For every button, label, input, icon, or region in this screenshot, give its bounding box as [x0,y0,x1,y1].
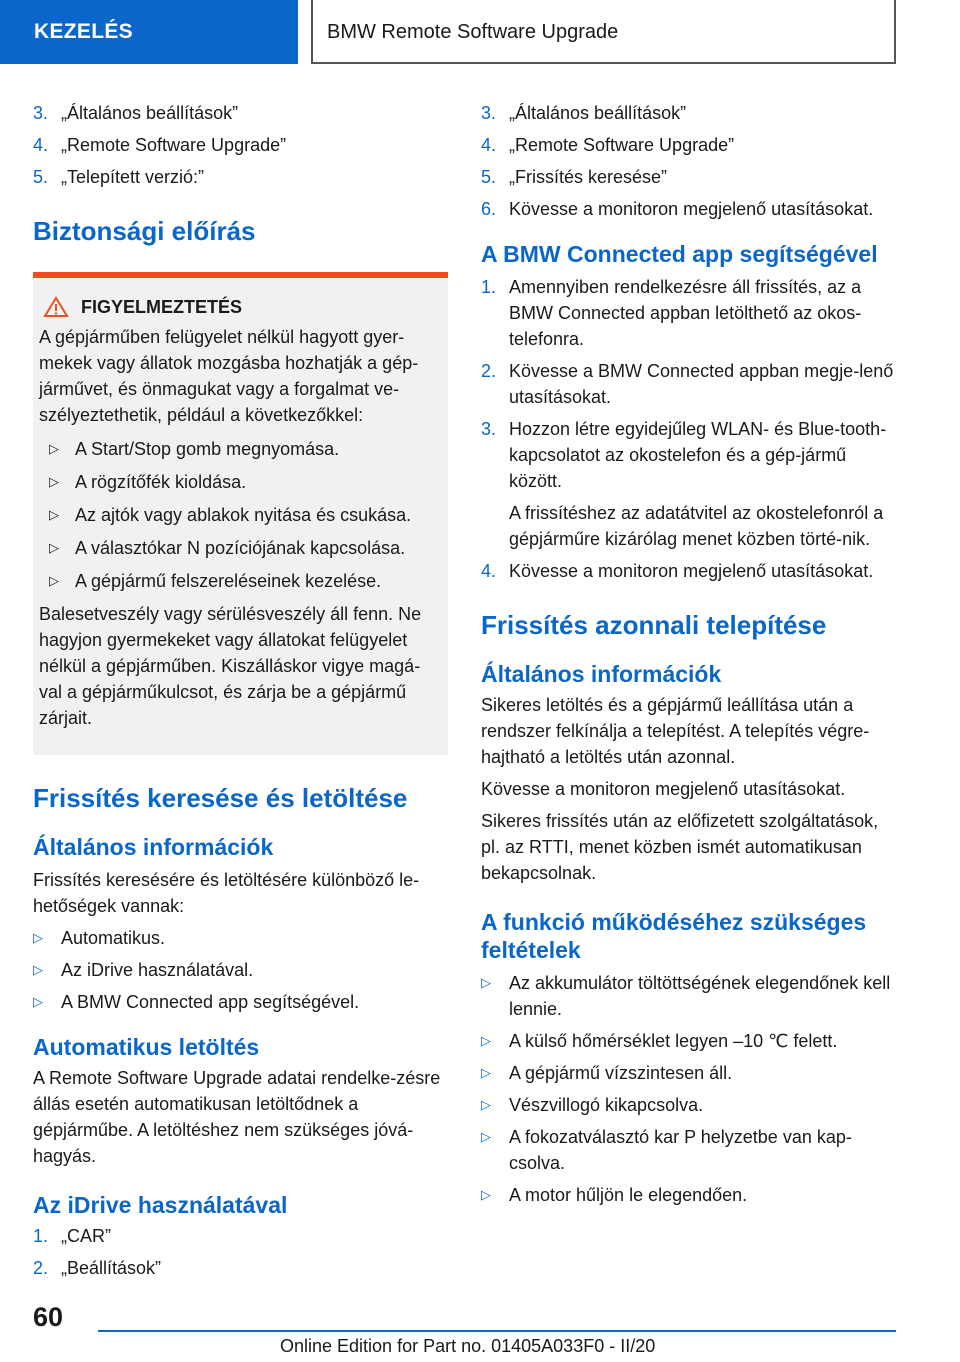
list-item: 4. „Remote Software Upgrade” [33,135,287,155]
right-column [481,100,896,1214]
list-item: 4. „Remote Software Upgrade” [481,135,735,155]
triangle-right-icon: ▷ [481,1097,491,1112]
list-item: ▷ Automatikus. [33,925,448,951]
subsection-heading: Az iDrive használatával [33,1192,288,1218]
triangle-right-icon: ▷ [481,1065,491,1080]
triangle-right-icon: ▷ [49,441,59,456]
triangle-right-icon: ▷ [49,507,59,522]
list-item: ▷ Az ajtók vagy ablakok nyitása és csukása. [39,502,442,528]
list-item: 5. „Telepített verzió:” [33,167,205,187]
paragraph: Frissítés keresésére és letöltésére különböző le-hetőségek vannak: [33,870,420,916]
warning-title: FIGYELMEZTETÉS [43,296,442,318]
footer-edition: Online Edition for Part no. 01405A033F0 - II/20 [280,1336,656,1356]
page-number: 60 [33,1302,64,1332]
list-item: ▷ A gépjármű felszereléseinek kezelése. [39,568,442,594]
triangle-right-icon: ▷ [33,962,43,977]
triangle-right-icon: ▷ [481,975,491,990]
list-item: ▷ Az iDrive használatával. [33,957,448,983]
list-item: ▷ A BMW Connected app segítségével. [33,989,448,1015]
list-item: ▷ Vészvillogó kikapcsolva. [481,1092,896,1118]
warning-triangle-icon [43,296,69,318]
list-item: 3. Hozzon létre egyidejűleg WLAN- és Blue-tooth-kapcsolatot az okostelefon és a gép-jármű között. [481,419,887,491]
triangle-right-icon: ▷ [33,994,43,1009]
list-item: 1. „CAR” [33,1226,111,1246]
subsection-heading: A funkció működéséhez szükséges feltételek [481,909,867,963]
paragraph: Sikeres frissítés után az előfizetett szolgáltatások, pl. az RTTI, menet közben ismét automatikusan bekapcsolnak. [481,811,879,883]
subsection-heading: Automatikus letöltés [33,1034,260,1060]
list-item: 3. „Általános beállítások” [33,103,239,123]
warning-outro: Balesetveszély vagy sérülésveszély áll fenn. Ne hagyjon gyermekeket vagy állatokat felügyelet nélkül a gépjárműben. Kiszálláskor vigye magá-val a gépjárműkulcsot, és zárja be a gépjármű zárjait. [39,604,422,728]
paragraph: Sikeres letöltés és a gépjármű leállítása után a rendszer felkínálja a telepítést. A telepítés végre-hajtható a letöltés után azonnal. [481,695,870,767]
section-tab: KEZELÉS [0,0,298,64]
list-item: ▷ A rögzítőfék kioldása. [39,469,442,495]
triangle-right-icon: ▷ [481,1187,491,1202]
list-item: ▷ A motor hűljön le elegendően. [481,1182,896,1208]
list-item: ▷ Az akkumulátor töltöttségének elegendőnek kell lennie. [481,970,896,1022]
list-item: 1. Amennyiben rendelkezésre áll frissítés, az a BMW Connected appban letölthető az okos-telefonra. [481,277,862,349]
subsection-heading: A BMW Connected app segítségével [481,241,878,267]
paragraph: A Remote Software Upgrade adatai rendelke-zésre állás esetén automatikusan letöltődnek a gépjárműbe. A letöltéshez nem szükséges jóvá-hagyás. [33,1068,441,1166]
footer-divider [98,1330,896,1332]
section-heading: Frissítés azonnali telepítése [481,610,827,640]
list-item: ▷ A gépjármű vízszintesen áll. [481,1060,896,1086]
subsection-heading: Általános információk [33,834,274,860]
list-item: ▷ A fokozatválasztó kar P helyzetbe van kap-csolva. [481,1124,896,1176]
warning-box [33,272,448,755]
list-item: 3. „Általános beállítások” [481,103,687,123]
section-heading: Frissítés keresése és letöltése [33,783,408,813]
triangle-right-icon: ▷ [49,540,59,555]
section-heading: Biztonsági előírás [33,216,256,246]
list-item: 4. Kövesse a monitoron megjelenő utasításokat. [481,561,874,581]
subsection-heading: Általános információk [481,661,722,687]
warning-intro: A gépjárműben felügyelet nélkül hagyott gyer-mekek vagy állatok mozgásba hozhatják a gép-járművet, és önmagukat vagy a forgalmat ve-szélyeztethetik, például a következőkkel: [39,327,419,425]
numbered-list [33,100,448,190]
list-item: ▷ A Start/Stop gomb megnyomása. [39,436,442,462]
triangle-right-icon: ▷ [49,573,59,588]
paragraph: Kövesse a monitoron megjelenő utasításokat. [481,779,846,799]
list-item: 5. „Frissítés keresése” [481,167,668,187]
list-item: 2. Kövesse a BMW Connected appban megje-lenő utasításokat. [481,361,894,407]
list-item: A frissítéshez az adatátvitel az okostelefonról a gépjárműre kizárólag menet közben törté-nik. [509,503,884,549]
triangle-right-icon: ▷ [481,1129,491,1144]
page-title: BMW Remote Software Upgrade [311,0,896,64]
list-item: 6. Kövesse a monitoron megjelenő utasításokat. [481,199,874,219]
list-item: ▷ A választókar N pozíciójának kapcsolása. [39,535,442,561]
triangle-right-icon: ▷ [49,474,59,489]
left-column [33,100,448,1287]
list-item: ▷ A külső hőmérséklet legyen –10 ℃ felett. [481,1028,896,1054]
triangle-right-icon: ▷ [33,930,43,945]
triangle-right-icon: ▷ [481,1033,491,1048]
list-item: 2. „Beállítások” [33,1258,162,1278]
